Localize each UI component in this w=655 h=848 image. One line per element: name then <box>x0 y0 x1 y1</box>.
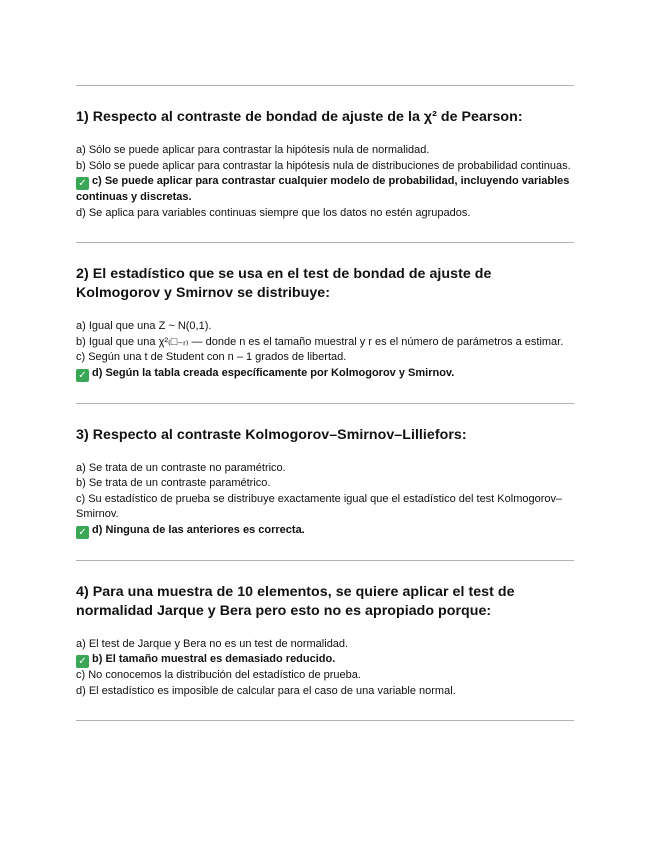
question-2 <box>76 265 576 382</box>
check-mark-icon: ✓ <box>76 655 89 668</box>
option-d: d) El estadístico es imposible de calcular para el caso de una variable normal. <box>76 684 456 697</box>
option-d: d) Se aplica para variables continuas siempre que los datos no estén agrupados. <box>76 206 471 219</box>
option-b: b) Se trata de un contraste paramétrico. <box>76 477 271 489</box>
question-title: 3) Respecto al contraste Kolmogorov–Smirnov–Lilliefors: <box>76 426 467 443</box>
check-mark-icon: ✓ <box>76 177 89 190</box>
question-3 <box>76 426 576 539</box>
divider <box>76 242 574 243</box>
option-c: c) Según una t de Student con n – 1 grados de libertad. <box>76 351 347 363</box>
option-text: c) Se puede aplicar para contrastar cualquier modelo de probabilidad, incluyendo variables continuas y discretas. <box>76 175 570 203</box>
option-text: d) Según la tabla creada específicamente por Kolmogorov y Smirnov. <box>92 366 455 379</box>
options-list <box>76 461 576 539</box>
question-1 <box>76 108 576 221</box>
option-b: b) Igual que una χ²₍□₋ᵣ₎ — donde n es el tamaño muestral y r es el número de parámetros a estimar. <box>76 335 564 348</box>
option-a: a) Igual que una Z ~ N(0,1). <box>76 320 212 332</box>
option-d-correct <box>76 523 576 539</box>
option-text: d) Ninguna de las anteriores es correcta. <box>92 523 305 536</box>
question-title: 4) Para una muestra de 10 elementos, se quiere aplicar el test de normalidad Jarque y Bera pero esto no es apropiado porque: <box>76 583 515 619</box>
options-list <box>76 637 576 700</box>
option-c-correct <box>76 174 576 206</box>
option-c: c) No conocemos la distribución del estadístico de prueba. <box>76 669 361 681</box>
divider <box>76 85 574 86</box>
question-4 <box>76 583 576 700</box>
options-list <box>76 319 576 382</box>
divider <box>76 720 574 721</box>
quiz-document <box>76 85 576 721</box>
option-a: a) Sólo se puede aplicar para contrastar la hipótesis nula de normalidad. <box>76 144 430 156</box>
options-list <box>76 143 576 221</box>
question-title: 1) Respecto al contraste de bondad de ajuste de la χ² de Pearson: <box>76 109 523 125</box>
option-d-correct <box>76 366 576 382</box>
check-mark-icon: ✓ <box>76 369 89 382</box>
option-a: a) El test de Jarque y Bera no es un test de normalidad. <box>76 637 349 650</box>
option-b: b) Sólo se puede aplicar para contrastar la hipótesis nula de distribuciones de probabilidad continuas. <box>76 159 571 172</box>
option-b-correct <box>76 652 576 668</box>
divider <box>76 560 574 561</box>
divider <box>76 403 574 404</box>
option-c: c) Su estadístico de prueba se distribuye exactamente igual que el estadístico del test Kolmogorov–Smirnov. <box>76 492 563 520</box>
option-text: b) El tamaño muestral es demasiado reducido. <box>92 653 336 665</box>
question-title: 2) El estadístico que se usa en el test de bondad de ajuste de Kolmogorov y Smirnov se distribuye: <box>76 266 492 301</box>
check-mark-icon: ✓ <box>76 526 89 539</box>
option-a: a) Se trata de un contraste no paramétrico. <box>76 461 286 474</box>
